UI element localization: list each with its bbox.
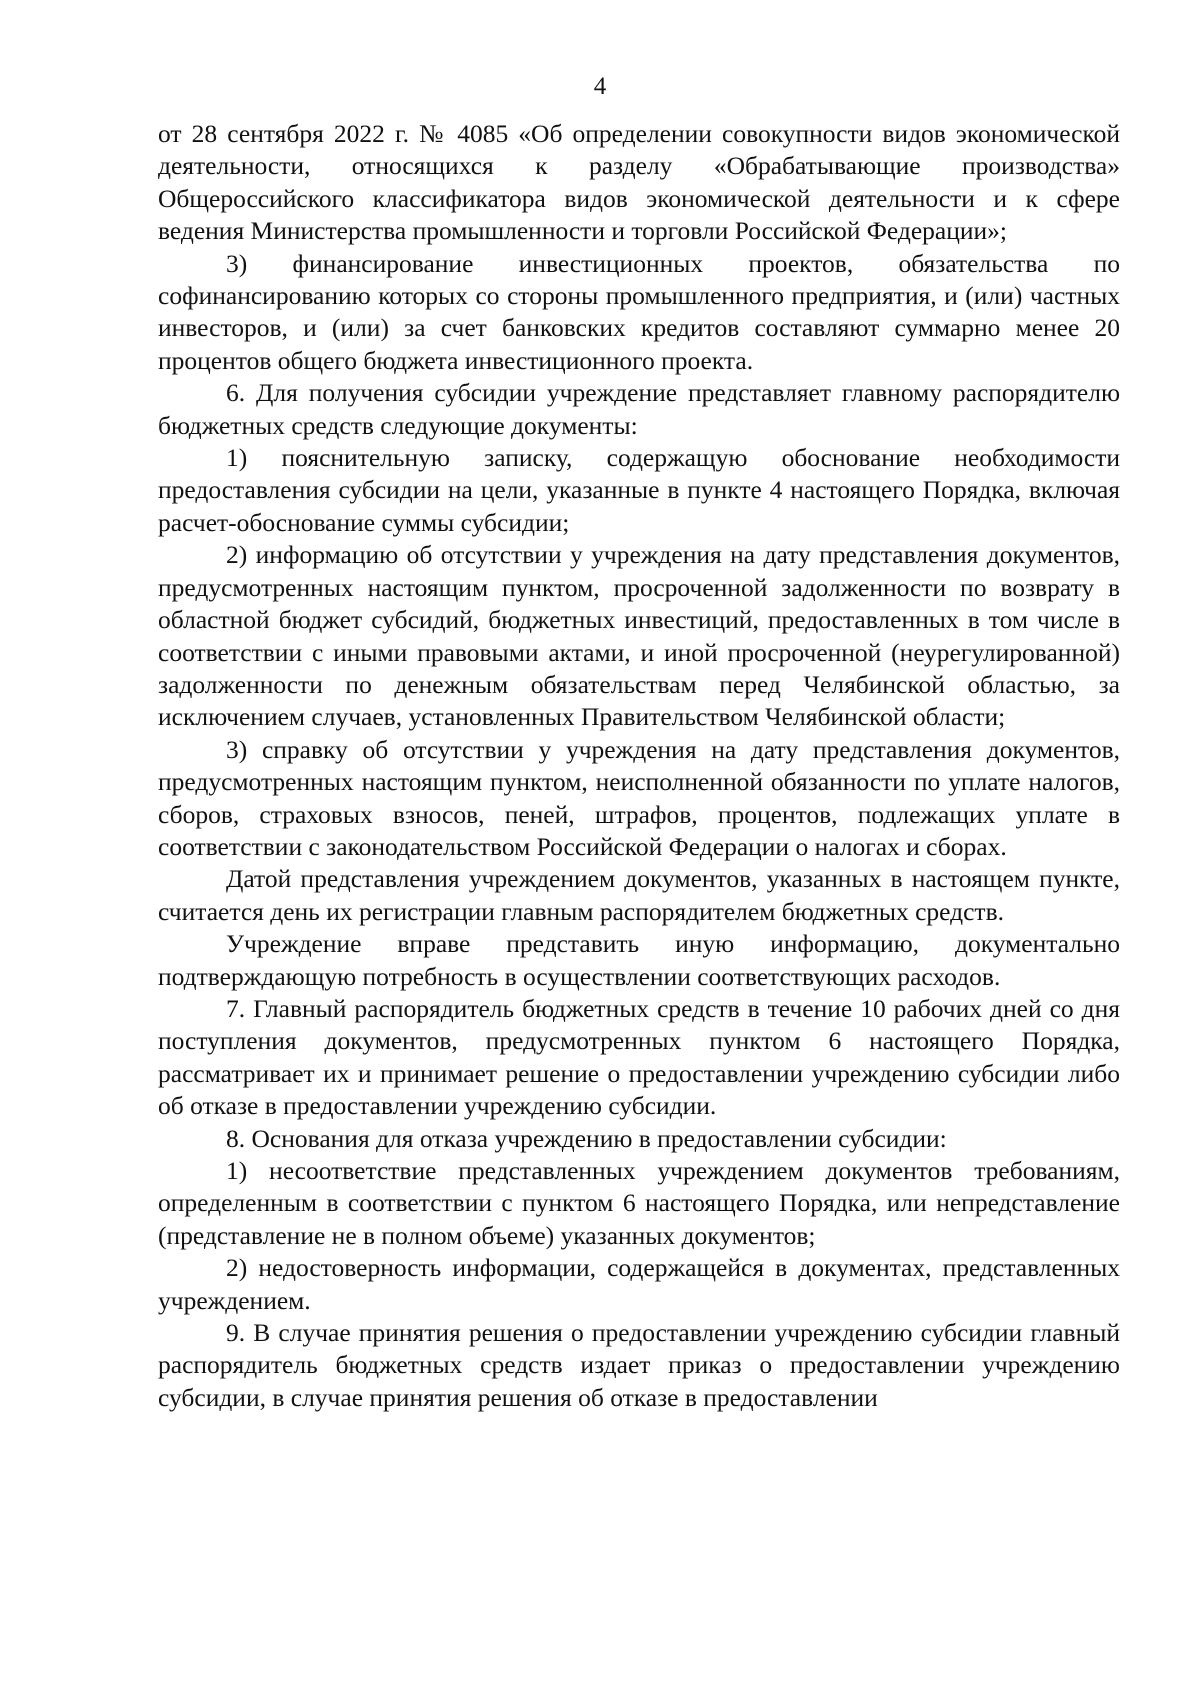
paragraph-clause-6-item-1: 1) пояснительную записку, содержащую обоснование необходимости предоставления субсидии на цели, указанные в пункте 4 настоящего Порядка, включая расчет-обоснование суммы субсидии;	[158, 443, 1120, 537]
paragraph-clause-7: 7. Главный распорядитель бюджетных средств в течение 10 рабочих дней со дня поступления документов, предусмотренных пунктом 6 настоящего Порядка, рассматривает их и принимает решение о предоставлении учреждению субсидии либо об отказе в предоставлении учреждению субсидии.	[158, 993, 1120, 1121]
paragraph-item-3-financing: 3) финансирование инвестиционных проектов, обязательства по софинансированию которых со стороны промышленного предприятия, и (или) частных инвесторов, и (или) за счет банковских кредитов составляют суммарно менее 20 процентов общего бюджета инвестиционного проекта.	[158, 248, 1120, 375]
paragraph-clause-6-item-3: 3) справку об отсутствии у учреждения на дату представления документов, предусмотренных настоящим пунктом, неисполненной обязанности по уплате налогов, сборов, страховых взносов, пеней, штрафов, процентов, подлежащих уплате в соответствии с законодательством Российской Федерации о налогах и сборах.	[158, 734, 1120, 861]
paragraph-submission-date: Датой представления учреждением документов, указанных в настоящем пункте, считается день их регистрации главным распорядителем бюджетных средств.	[158, 864, 1120, 926]
paragraph-additional-info: Учреждение вправе представить иную информацию, документально подтверждающую потребность в осуществлении соответствующих расходов.	[158, 929, 1120, 991]
document-body	[158, 118, 1120, 1414]
paragraph-clause-8-item-1: 1) несоответствие представленных учреждением документов требованиям, определенным в соответствии с пунктом 6 настоящего Порядка, или непредставление (представление не в полном объеме) указанных документов;	[158, 1156, 1120, 1250]
paragraph-clause-8: 8. Основания для отказа учреждению в предоставлении субсидии:	[226, 1123, 947, 1153]
paragraph-clause-8-item-2: 2) недостоверность информации, содержащейся в документах, представленных учреждением.	[158, 1253, 1120, 1315]
paragraph-clause-9: 9. В случае принятия решения о предоставлении учреждению субсидии главный распорядитель бюджетных средств издает приказ о предоставлении учреждению субсидии, в случае принятия решения об отказе в предоставлении	[158, 1318, 1120, 1412]
page-number: 4	[593, 73, 607, 100]
paragraph-clause-6: 6. Для получения субсидии учреждение представляет главному распорядителю бюджетных средств следующие документы:	[158, 378, 1120, 440]
paragraph-clause-6-item-2: 2) информацию об отсутствии у учреждения на дату представления документов, предусмотренных настоящим пунктом, просроченной задолженности по возврату в областной бюджет субсидий, бюджетных инвестиций, предоставленных в том числе в соответствии с иными правовыми актами, и иной просроченной (неурегулированной) задолженности по денежным обязательствам перед Челябинской областью, за исключением случаев, установленных Правительством Челябинской области;	[158, 540, 1120, 732]
paragraph-decree-reference: от 28 сентября 2022 г. № 4085 «Об определении совокупности видов экономической деятельности, относящихся к разделу «Обрабатывающие производства» Общероссийского классификатора видов экономической деятельности и к сфере ведения Министерства промышленности и торговли Российской Федерации»;	[158, 119, 1120, 246]
